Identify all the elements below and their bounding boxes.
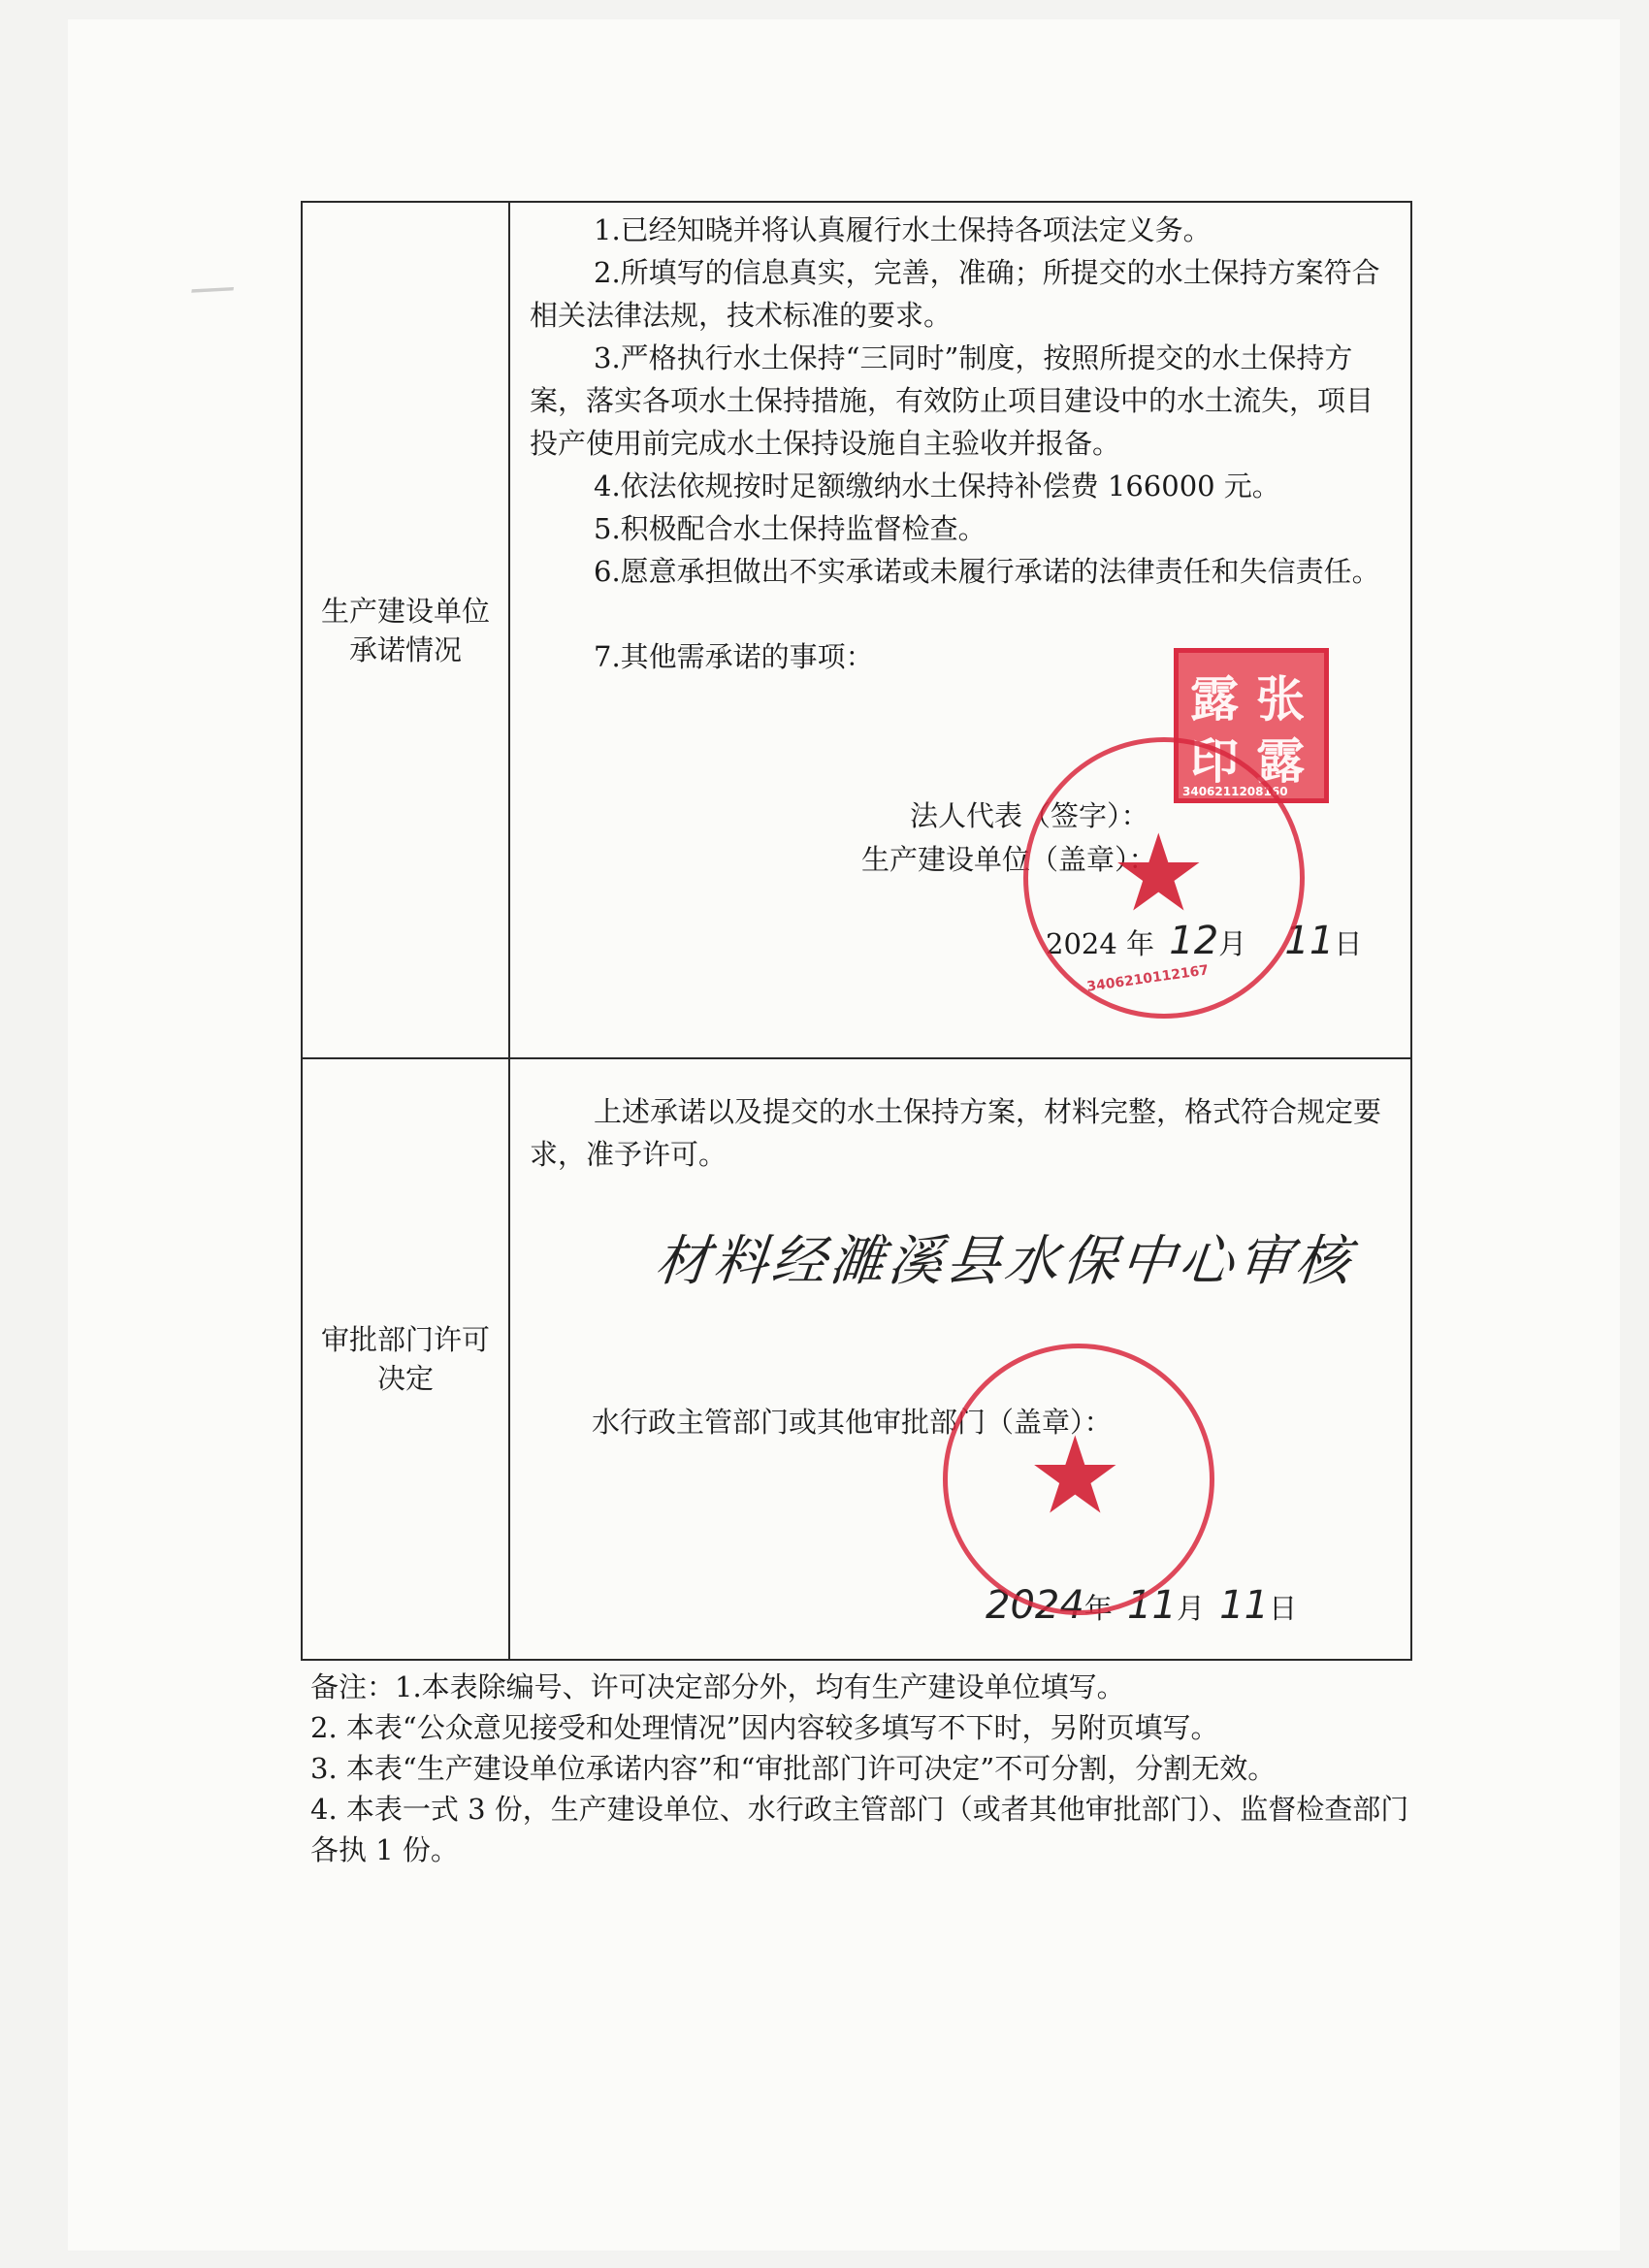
seal-char-4: 露 — [1256, 733, 1305, 790]
approval-date-year: 2024 — [986, 1583, 1084, 1628]
approval-date-month: 11 — [1127, 1583, 1177, 1628]
commitment-date-year: 2024 — [1046, 927, 1117, 960]
note-3: 3. 本表“生产建设单位承诺内容”和“审批部门许可决定”不可分割，分割无效。 — [310, 1752, 1277, 1785]
commitment-item-4: 4.依法依规按时足额缴纳水土保持补偿费 166000 元。 — [594, 470, 1280, 502]
month-suffix: 月 — [1218, 927, 1247, 960]
approval-label: 审批部门许可决定 — [302, 1058, 509, 1660]
seal-char-1: 露 — [1190, 671, 1239, 728]
commitment-item-5: 5.积极配合水土保持监督检查。 — [594, 512, 986, 545]
legal-representative-label: 法人代表（签字）： — [910, 799, 1149, 832]
approval-content — [509, 1058, 1411, 1660]
note-4: 4. 本表一式 3 份，生产建设单位、水行政主管部门（或者其他审批部门）、监督检查部门各执 1 份。 — [310, 1793, 1409, 1866]
commitment-date-month: 12 — [1169, 919, 1219, 963]
approval-date-day: 11 — [1219, 1583, 1270, 1628]
commitment-item-1: 1.已经知晓并将认真履行水土保持各项法定义务。 — [594, 213, 1212, 246]
unit-seal-label: 生产建设单位（盖章）： — [861, 843, 1157, 876]
approval-row — [302, 1058, 1411, 1660]
notes-section — [310, 1667, 1416, 1870]
year-suffix: 年 — [1083, 1592, 1113, 1625]
commitment-item-6: 6.愿意承担做出不实承诺或未履行承诺的法律责任和失信责任。 — [594, 555, 1380, 588]
bleed-through-handwriting: — — [187, 258, 238, 316]
day-suffix: 日 — [1334, 927, 1363, 960]
seal-star-icon: ★ — [1027, 1413, 1123, 1538]
approval-decision: 上述承诺以及提交的水土保持方案，材料完整，格式符合规定要求，准予许可。 — [530, 1095, 1382, 1171]
personal-seal-number: 3406211208160 — [1182, 785, 1288, 798]
note-2: 2. 本表“公众意见接受和处理情况”因内容较多填写不下时，另附页填写。 — [310, 1711, 1219, 1744]
department-seal-label: 水行政主管部门或其他审批部门（盖章）： — [592, 1406, 1113, 1439]
commitment-item-2: 2.所填写的信息真实，完善，准确；所提交的水土保持方案符合相关法律法规，技术标准的要求。 — [530, 256, 1380, 332]
year-suffix: 年 — [1126, 927, 1155, 960]
month-suffix: 月 — [1176, 1592, 1205, 1625]
note-1: 备注：1.本表除编号、许可决定部分外，均有生产建设单位填写。 — [310, 1670, 1125, 1703]
commitment-label: 生产建设单位承诺情况 — [302, 202, 509, 1058]
company-seal-stamp — [1023, 737, 1305, 1019]
commitment-item-7: 7.其他需承诺的事项： — [594, 640, 874, 673]
seal-char-2: 张 — [1256, 671, 1305, 728]
handwritten-review-note: 材料经濉溪县水保中心审核 — [652, 1230, 1357, 1293]
company-seal-number: 3406210112167 — [1085, 962, 1211, 995]
department-seal-stamp — [943, 1344, 1214, 1615]
commitment-item-3: 3.严格执行水土保持“三同时”制度，按照所提交的水土保持方案，落实各项水土保持措施，有效防止项目建设中的水土流失，项目投产使用前完成水土保持设施自主验收并报备。 — [530, 341, 1374, 460]
seal-char-3: 印 — [1190, 733, 1239, 790]
seal-star-icon: ★ — [1111, 811, 1207, 935]
day-suffix: 日 — [1269, 1592, 1298, 1625]
commitment-date-day: 11 — [1284, 919, 1335, 963]
